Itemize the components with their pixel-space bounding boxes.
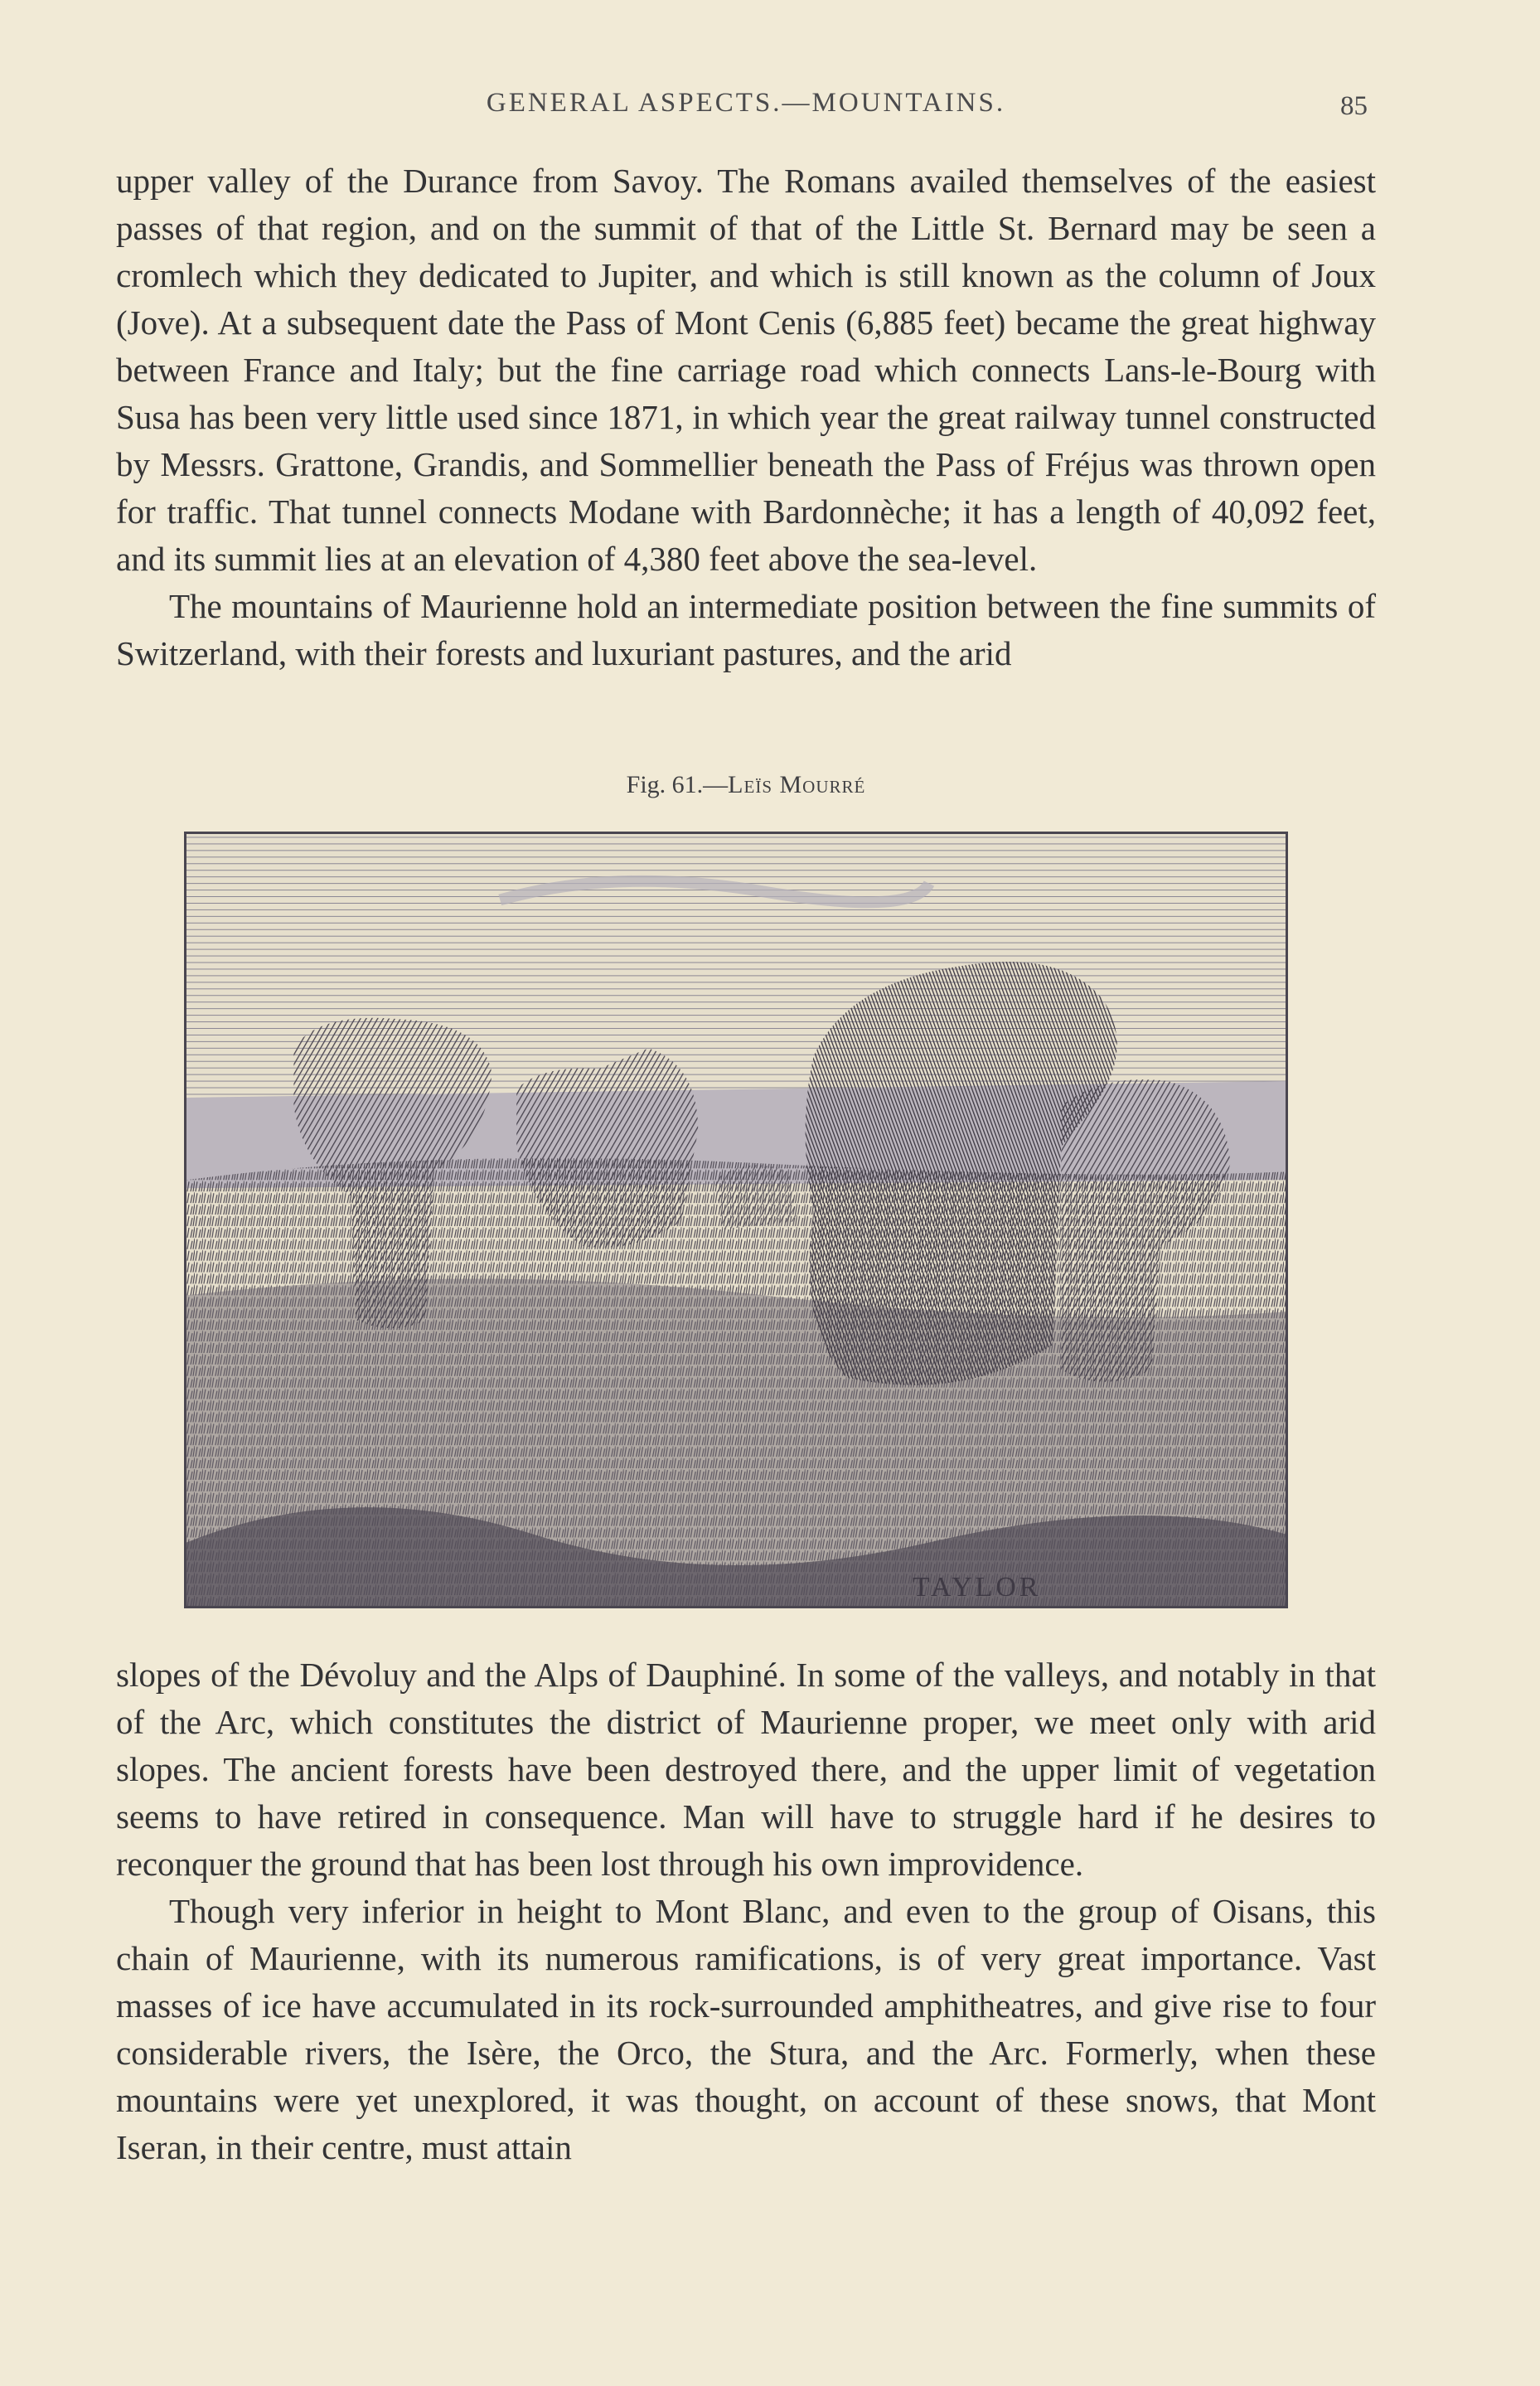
paragraph: upper valley of the Durance from Savoy. The Romans availed themselves of the easiest passes of that region, and on the summit of that of the Little St. Bernard may be seen a cromlech which they dedicated to Jupiter, and which is still known as the column of Joux (Jove). At a subsequent date the Pass of Mont Cenis (6,885 feet) became the great highway between France and Italy; but the fine carriage road which connects Lans-le-Bourg with Susa has been very little used since 1871, in which year the great railway tunnel constructed by Messrs. Grattone, Grandis, and Sommellier beneath the Pass of Fréjus was thrown open for traffic. That tunnel connects Modane with Bardonnèche; it has a length of 40,092 feet, and its summit lies at an elevation of 4,380 feet above the sea-level. — [116, 162, 1376, 578]
running-head: GENERAL ASPECTS.—MOUNTAINS. — [486, 88, 1006, 118]
figure-caption-title: Leïs Mourré — [728, 771, 866, 798]
text-before-figure — [116, 158, 1376, 677]
engraving-illustration — [186, 834, 1286, 1606]
paragraph: The mountains of Maurienne hold an intermediate position between the fine summits of Switzerland, with their forests and luxuriant pastures, and the arid — [116, 587, 1376, 672]
rock-distant — [714, 1165, 797, 1229]
page-header — [116, 88, 1376, 129]
engraving-leis-mourre — [184, 832, 1288, 1608]
engraver-signature: TAYLOR — [913, 1572, 1042, 1603]
figure-caption — [116, 771, 1376, 799]
paragraph: slopes of the Dévoluy and the Alps of Dauphiné. In some of the valleys, and notably in that of the Arc, which constitutes the district of Maurienne proper, we meet only with arid slopes. The ancient forests have been destroyed there, and the upper limit of vegetation seems to have retired in consequence. Man will have to struggle hard if he desires to reconquer the ground that has been lost through his own improvidence. — [116, 1656, 1376, 1883]
page-number: 85 — [1340, 91, 1368, 121]
figure-caption-prefix: Fig. 61.— — [626, 771, 729, 798]
paragraph: Though very inferior in height to Mont Blanc, and even to the group of Oisans, this chain of Maurienne, with its numerous ramifications, is of very great importance. Vast masses of ice have accumulated in its rock-surrounded amphitheatres, and give rise to four considerable rivers, the Isère, the Orco, the Stura, and the Arc. Formerly, when these mountains were yet unexplored, it was thought, on account of these snows, that Mont Iseran, in their centre, must attain — [116, 1892, 1376, 2166]
text-after-figure — [116, 1651, 1376, 2171]
